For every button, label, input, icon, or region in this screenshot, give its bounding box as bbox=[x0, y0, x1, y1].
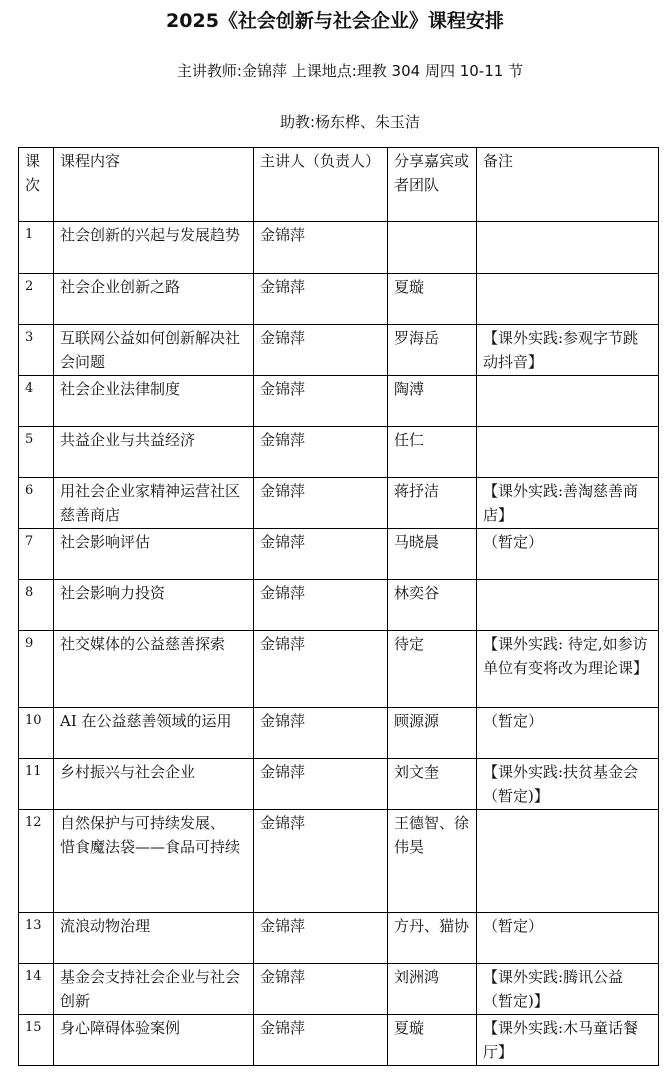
note-cell: （暂定） bbox=[477, 529, 659, 580]
header-guest: 分享嘉宾或者团队 bbox=[388, 148, 477, 222]
table-row bbox=[19, 759, 659, 810]
session-number-cell: 13 bbox=[19, 913, 54, 964]
guest-cell: 待定 bbox=[388, 631, 477, 708]
course-content-cell: 互联网公益如何创新解决社会问题 bbox=[54, 325, 254, 376]
note-cell: 【课外实践:木马童话餐厅】 bbox=[477, 1015, 659, 1066]
table-row bbox=[19, 376, 659, 427]
teaching-assistants-line: 助教:杨东桦、朱玉洁 bbox=[279, 113, 421, 131]
note-cell bbox=[477, 427, 659, 478]
guest-cell: 马晓晨 bbox=[388, 529, 477, 580]
guest-cell: 罗海岳 bbox=[388, 325, 477, 376]
course-content-cell: 社会影响力投资 bbox=[54, 580, 254, 631]
session-number-cell: 15 bbox=[19, 1015, 54, 1066]
course-content-cell: 基金会支持社会企业与社会创新 bbox=[54, 964, 254, 1015]
session-number-cell: 11 bbox=[19, 759, 54, 810]
lecturer-cell: 金锦萍 bbox=[254, 478, 388, 529]
guest-cell: 陶溥 bbox=[388, 376, 477, 427]
table-row bbox=[19, 810, 659, 913]
table-row bbox=[19, 222, 659, 274]
guest-cell: 王德智、徐伟昊 bbox=[388, 810, 477, 913]
table-row bbox=[19, 708, 659, 759]
course-content-cell: 共益企业与共益经济 bbox=[54, 427, 254, 478]
course-content-cell: 自然保护与可持续发展、 惜食魔法袋——食品可持续 bbox=[54, 810, 254, 913]
lecturer-cell: 金锦萍 bbox=[254, 810, 388, 913]
lecturer-cell: 金锦萍 bbox=[254, 529, 388, 580]
session-number-cell: 2 bbox=[19, 274, 54, 325]
guest-cell bbox=[388, 222, 477, 274]
note-cell: （暂定） bbox=[477, 913, 659, 964]
guest-cell: 林奕谷 bbox=[388, 580, 477, 631]
session-number-cell: 7 bbox=[19, 529, 54, 580]
lecturer-cell: 金锦萍 bbox=[254, 427, 388, 478]
table-row bbox=[19, 427, 659, 478]
header-session: 课次 bbox=[19, 148, 54, 222]
course-content-cell: 社会创新的兴起与发展趋势 bbox=[54, 222, 254, 274]
note-cell bbox=[477, 274, 659, 325]
course-content-cell: 身心障碍体验案例 bbox=[54, 1015, 254, 1066]
table-row bbox=[19, 631, 659, 708]
table-row bbox=[19, 913, 659, 964]
lecturer-cell: 金锦萍 bbox=[254, 376, 388, 427]
session-number-cell: 5 bbox=[19, 427, 54, 478]
guest-cell: 刘文奎 bbox=[388, 759, 477, 810]
session-number-cell: 4 bbox=[19, 376, 54, 427]
lecturer-cell: 金锦萍 bbox=[254, 913, 388, 964]
course-content-cell: 流浪动物治理 bbox=[54, 913, 254, 964]
guest-cell: 刘洲鸿 bbox=[388, 964, 477, 1015]
session-number-cell: 6 bbox=[19, 478, 54, 529]
lecturer-cell: 金锦萍 bbox=[254, 708, 388, 759]
note-cell: 【课外实践:扶贫基金会（暂定)】 bbox=[477, 759, 659, 810]
course-content-cell: 用社会企业家精神运营社区慈善商店 bbox=[54, 478, 254, 529]
table-header-row bbox=[19, 148, 659, 222]
note-cell bbox=[477, 376, 659, 427]
lecturer-cell: 金锦萍 bbox=[254, 759, 388, 810]
guest-cell: 方丹、猫协 bbox=[388, 913, 477, 964]
table-row bbox=[19, 478, 659, 529]
note-cell bbox=[477, 222, 659, 274]
lecturer-cell: 金锦萍 bbox=[254, 1015, 388, 1066]
note-cell: （暂定） bbox=[477, 708, 659, 759]
guest-cell: 蒋抒洁 bbox=[388, 478, 477, 529]
lecturer-cell: 金锦萍 bbox=[254, 964, 388, 1015]
table-row bbox=[19, 1015, 659, 1066]
note-cell: 【课外实践:善淘慈善商店】 bbox=[477, 478, 659, 529]
course-content-cell: AI 在公益慈善领域的运用 bbox=[54, 708, 254, 759]
table-row bbox=[19, 325, 659, 376]
teacher-location-line: 主讲教师:金锦萍 上课地点:理教 304 周四 10-11 节 bbox=[176, 62, 524, 80]
lecturer-cell: 金锦萍 bbox=[254, 580, 388, 631]
table-row bbox=[19, 529, 659, 580]
table-row bbox=[19, 580, 659, 631]
session-number-cell: 10 bbox=[19, 708, 54, 759]
table-row bbox=[19, 274, 659, 325]
note-cell bbox=[477, 810, 659, 913]
course-content-cell: 社会影响评估 bbox=[54, 529, 254, 580]
session-number-cell: 8 bbox=[19, 580, 54, 631]
course-schedule-table bbox=[18, 147, 659, 1066]
session-number-cell: 9 bbox=[19, 631, 54, 708]
guest-cell: 夏璇 bbox=[388, 274, 477, 325]
page-title: 2025《社会创新与社会企业》课程安排 bbox=[166, 10, 504, 32]
guest-cell: 任仁 bbox=[388, 427, 477, 478]
note-cell: 【课外实践: 待定,如参访单位有变将改为理论课】 bbox=[477, 631, 659, 708]
lecturer-cell: 金锦萍 bbox=[254, 274, 388, 325]
table-row bbox=[19, 964, 659, 1015]
session-number-cell: 12 bbox=[19, 810, 54, 913]
guest-cell: 夏璇 bbox=[388, 1015, 477, 1066]
session-number-cell: 3 bbox=[19, 325, 54, 376]
course-content-cell: 社会企业法律制度 bbox=[54, 376, 254, 427]
header-note: 备注 bbox=[477, 148, 659, 222]
header-content: 课程内容 bbox=[54, 148, 254, 222]
note-cell bbox=[477, 580, 659, 631]
lecturer-cell: 金锦萍 bbox=[254, 325, 388, 376]
note-cell: 【课外实践:参观字节跳动抖音】 bbox=[477, 325, 659, 376]
course-content-cell: 社会企业创新之路 bbox=[54, 274, 254, 325]
course-content-cell: 社交媒体的公益慈善探索 bbox=[54, 631, 254, 708]
course-content-cell: 乡村振兴与社会企业 bbox=[54, 759, 254, 810]
guest-cell: 顾源源 bbox=[388, 708, 477, 759]
lecturer-cell: 金锦萍 bbox=[254, 631, 388, 708]
note-cell: 【课外实践:腾讯公益（暂定)】 bbox=[477, 964, 659, 1015]
header-lecturer: 主讲人（负责人） bbox=[254, 148, 388, 222]
session-number-cell: 1 bbox=[19, 222, 54, 274]
lecturer-cell: 金锦萍 bbox=[254, 222, 388, 274]
session-number-cell: 14 bbox=[19, 964, 54, 1015]
